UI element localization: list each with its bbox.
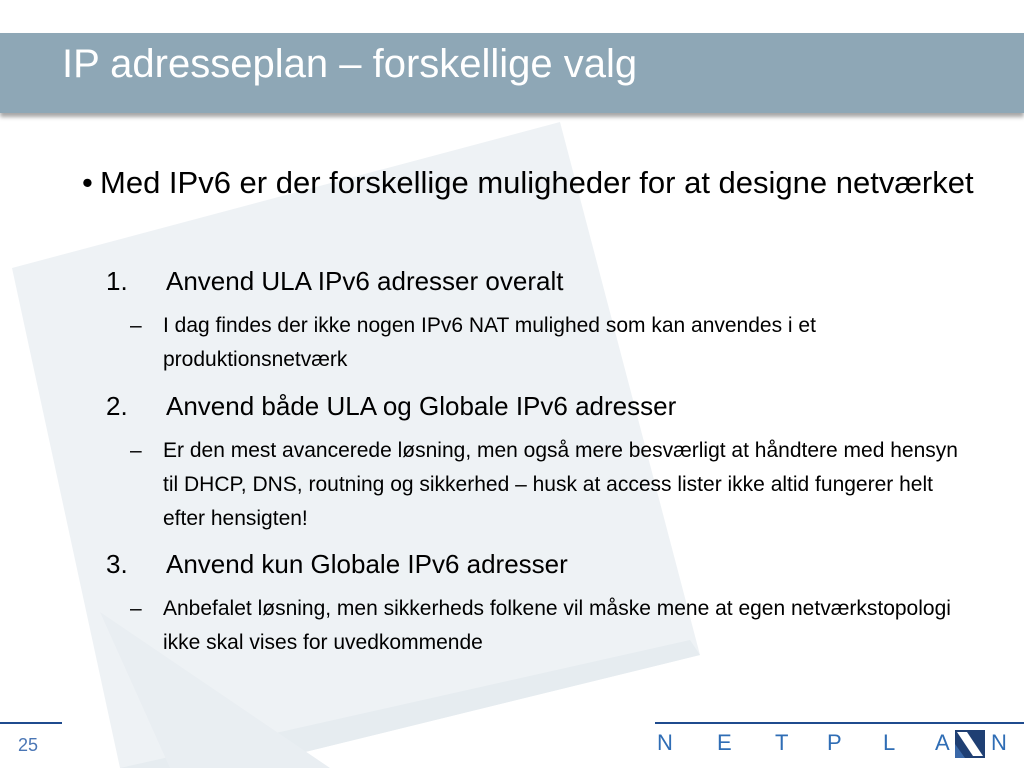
option-number: 3. — [106, 549, 128, 579]
logo-letter: E — [717, 730, 732, 755]
dash-bullet-icon: – — [130, 439, 142, 462]
dash-bullet-icon: – — [130, 597, 142, 620]
logo-letter: P — [827, 730, 842, 755]
footer-divider-right — [655, 722, 1024, 724]
option-number: 2. — [106, 391, 128, 421]
footer-divider-left — [0, 722, 62, 724]
netplan-logo — [657, 729, 1017, 759]
logo-letter: L — [883, 730, 896, 755]
option-note: I dag findes der ikke nogen IPv6 NAT mulighed som kan anvendes i et produktionsnetværk — [163, 314, 816, 371]
bullet-dot-icon: • — [82, 165, 93, 200]
dash-bullet-icon: – — [130, 314, 142, 337]
main-bullet-text: Med IPv6 er der forskellige muligheder for at designe netværket — [100, 165, 974, 200]
slide-title: IP adresseplan – forskellige valg — [62, 42, 638, 86]
logo-letter: N — [991, 730, 1007, 755]
page-number: 25 — [18, 735, 39, 755]
logo-letter: N — [657, 730, 673, 755]
option-label: Anvend både ULA og Globale IPv6 adresser — [166, 391, 677, 421]
logo-letter: A — [935, 730, 950, 755]
option-note: Er den mest avancerede løsning, men også mere besværligt at håndtere med hensyn til DHCP, DNS, routning og sikkerhed – husk at access lister ikke altid fungerer helt efter hensigten! — [163, 439, 958, 530]
option-note: Anbefalet løsning, men sikkerheds folkene vil måske mene at egen netværkstopologi ikke skal vises for uvedkommende — [163, 597, 951, 654]
option-label: Anvend kun Globale IPv6 adresser — [166, 549, 568, 579]
logo-mark-icon — [955, 730, 985, 758]
logo-letter: T — [775, 730, 789, 755]
option-number: 1. — [106, 266, 128, 296]
option-label: Anvend ULA IPv6 adresser overalt — [166, 266, 564, 296]
